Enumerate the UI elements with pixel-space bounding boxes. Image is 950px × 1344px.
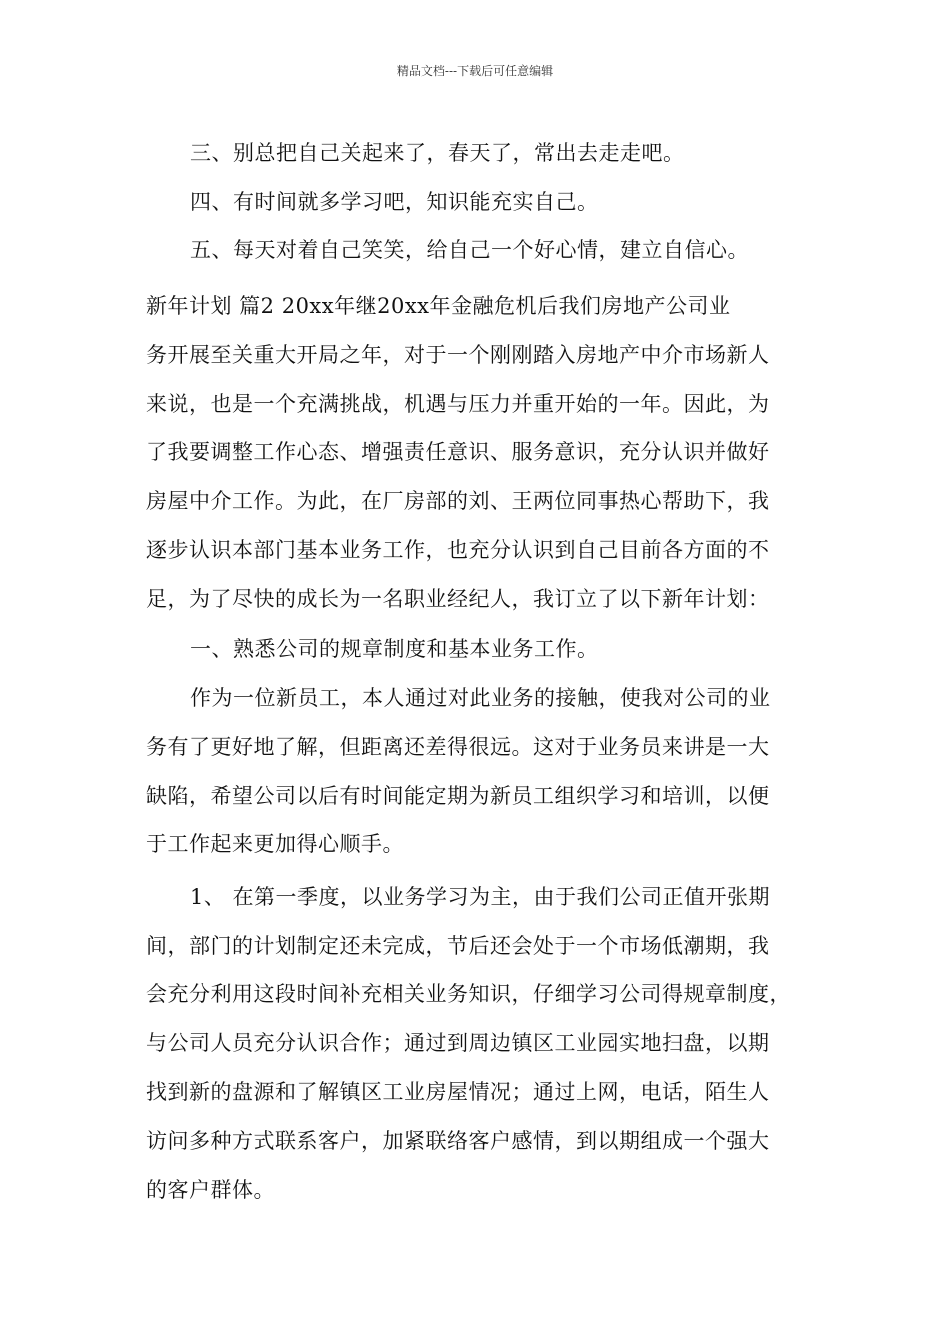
paragraph-line: 的客户群体。 [146,1178,275,1202]
paragraph-line: 会充分利用这段时间补充相关业务知识，仔细学习公司得规章制度， [146,982,791,1006]
paragraph-line: 了我要调整工作心态、增强责任意识、服务意识，充分认识并做好 [146,440,770,464]
paragraph-line: 足，为了尽快的成长为一名职业经纪人，我订立了以下新年计划： [146,587,770,611]
paragraph-line: 逐步认识本部门基本业务工作，也充分认识到自己目前各方面的不 [146,538,770,562]
page-header: 精品文档---下载后可任意编辑 [396,64,554,78]
paragraph-line: 1、 在第一季度，以业务学习为主，由于我们公司正值开张期 [190,885,771,909]
paragraph-line: 新年计划 篇2 20xx年继20xx年金融危机后我们房地产公司业 [146,294,731,318]
paragraph-line: 于工作起来更加得心顺手。 [146,832,404,856]
paragraph-line: 缺陷，希望公司以后有时间能定期为新员工组织学习和培训，以便 [146,784,770,808]
paragraph-line: 三、别总把自己关起来了，春天了，常出去走走吧。 [190,141,685,165]
paragraph-line: 务开展至关重大开局之年，对于一个刚刚踏入房地产中介市场新人 [146,343,770,367]
paragraph-line: 房屋中介工作。为此，在厂房部的刘、王两位同事热心帮助下，我 [146,489,770,513]
paragraph-line: 务有了更好地了解，但距离还差得很远。这对于业务员来讲是一大 [146,735,770,759]
paragraph-line: 间，部门的计划制定还未完成，节后还会处于一个市场低潮期，我 [146,934,770,958]
section-heading: 一、熟悉公司的规章制度和基本业务工作。 [190,637,599,661]
paragraph-line: 找到新的盘源和了解镇区工业房屋情况；通过上网，电话，陌生人 [146,1080,770,1104]
paragraph-line: 访问多种方式联系客户，加紧联络客户感情，到以期组成一个强大 [146,1129,770,1153]
paragraph-line: 四、有时间就多学习吧，知识能充实自己。 [190,190,599,214]
paragraph-line: 作为一位新员工，本人通过对此业务的接触，使我对公司的业 [190,686,771,710]
paragraph-line: 来说，也是一个充满挑战，机遇与压力并重开始的一年。因此，为 [146,392,770,416]
paragraph-line: 与公司人员充分认识合作；通过到周边镇区工业园实地扫盘，以期 [146,1031,770,1055]
paragraph-line: 五、每天对着自己笑笑，给自己一个好心情，建立自信心。 [190,238,749,262]
